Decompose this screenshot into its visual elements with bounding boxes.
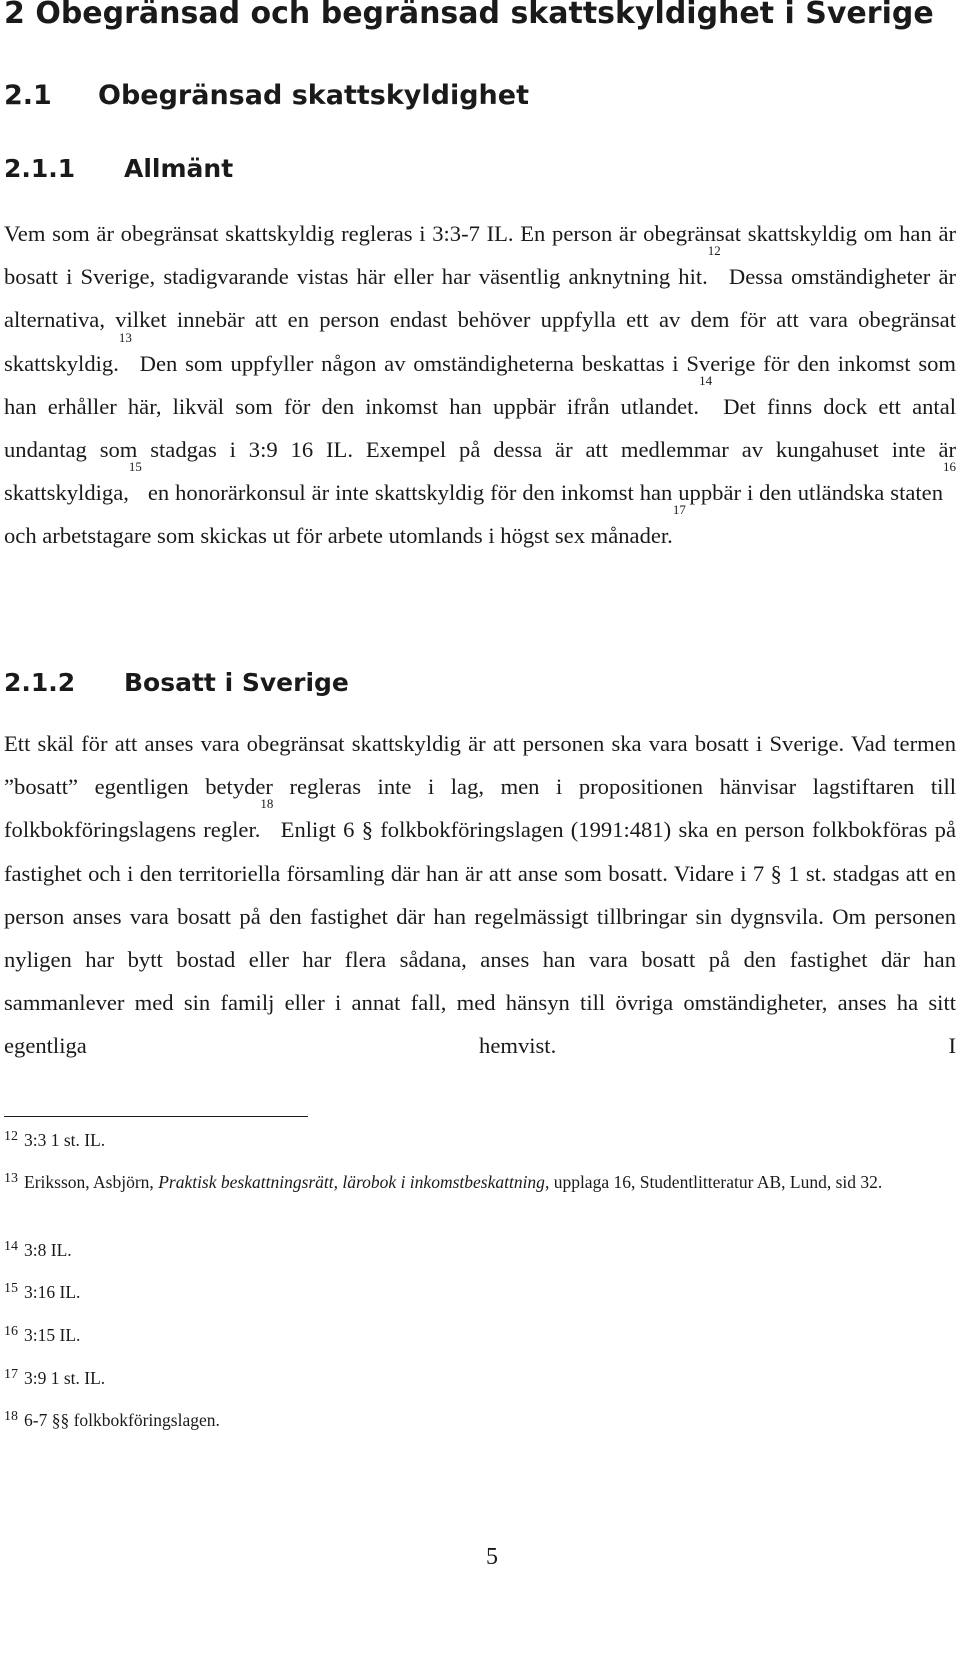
- subsection-heading-2: [4, 666, 604, 700]
- subsection-heading-1: [4, 152, 604, 186]
- subsection-title-1: Allmänt: [124, 154, 234, 183]
- footnote-ref-18[interactable]: 18: [260, 796, 274, 812]
- subsection-number-2: 2.1.2: [4, 668, 76, 697]
- chapter-heading: 2 Obegränsad och begränsad skattskyldighet i Sverige: [4, 0, 934, 31]
- footnote-16: 16 3:15 IL.: [4, 1324, 81, 1345]
- footnote-ref-16[interactable]: 16: [943, 459, 956, 475]
- footnote-ref-17[interactable]: 17: [672, 502, 686, 518]
- footnote-14: 14 3:8 IL.: [4, 1239, 72, 1260]
- footnote-15: 15 3:16 IL.: [4, 1281, 81, 1302]
- footnote-separator: [4, 1116, 308, 1117]
- footnote-18: 18 6-7 §§ folkbokföringslagen.: [4, 1409, 220, 1430]
- paragraph-bosatt: Ett skäl för att anses vara obegränsat skattskyldig är att personen ska vara bosatt i Sverige. Vad termen ”bosatt” egentligen betyder regleras inte i lag, men i propositionen hänvisar lagstiftaren till folkbokföringslagens regler.$^{18}$ Enligt 6 § folkbokföringslagen (1991:481) ska en person folkbokföras på fastighet och i den territoriella församling där han är att anse som bosatt. Vidare i 7 § 1 st. stadgas att en person anses vara bosatt på den fastighet där han regelmässigt tillbringar sin dygnsvila. Om personen nyligen har bytt bostad eller har flera sådana, anses han vara bosatt på den fastighet där han sammanlever med sin familj eller i annat fall, med hänsyn till övriga omständigheter, anses ha sitt egentliga hemvist. I: [4, 731, 956, 1059]
- page-number: 5: [486, 1544, 498, 1570]
- footnote-ref-15[interactable]: 15: [128, 459, 142, 475]
- footnote-ref-12[interactable]: 12: [707, 243, 721, 259]
- section-number: 2.1: [4, 80, 52, 111]
- subsection-title-2: Bosatt i Sverige: [124, 668, 349, 697]
- section-heading: [4, 78, 604, 114]
- section-title: Obegränsad skattskyldighet: [98, 80, 529, 111]
- footnote-17: 17 3:9 1 st. IL.: [4, 1367, 106, 1388]
- footnote-13: 13 Eriksson, Asbjörn, Praktisk beskattningsrätt, lärobok i inkomstbeskattning, upplaga 16, Studentlitteratur AB, Lund, sid 32.: [4, 1171, 883, 1192]
- subsection-number-1: 2.1.1: [4, 154, 76, 183]
- footnote-12: 12 3:3 1 st. IL.: [4, 1129, 106, 1150]
- paragraph-allmant: Vem som är obegränsat skattskyldig regleras i 3:3-7 IL. En person är obegränsat skattskyldig om han är bosatt i Sverige, stadigvarande vistas här eller har väsentlig anknytning hit.$^{12}$ Dessa omständigheter är alternativa, vilket innebär att en person endast behöver uppfylla ett av dem för att vara obegränsat skattskyldig.$^{13}$ Den som uppfyller någon av omständigheterna beskattas i Sverige för den inkomst som han erhåller här, likväl som för den inkomst han uppbär ifrån utlandet.$^{14}$ Det finns dock ett antal undantag som stadgas i 3:9 16 IL. Exempel på dessa är att medlemmar av kungahuset inte är skattskyldiga,$^{15}$ en honorärkonsul är inte skattskyldig för den inkomst han uppbär i den utländska staten$^{16}$ och arbetstagare som skickas ut för arbete utomlands i högst sex månader.$^{17}$: [4, 221, 956, 549]
- footnote-ref-13[interactable]: 13: [118, 329, 132, 345]
- footnote-ref-14[interactable]: 14: [699, 372, 713, 388]
